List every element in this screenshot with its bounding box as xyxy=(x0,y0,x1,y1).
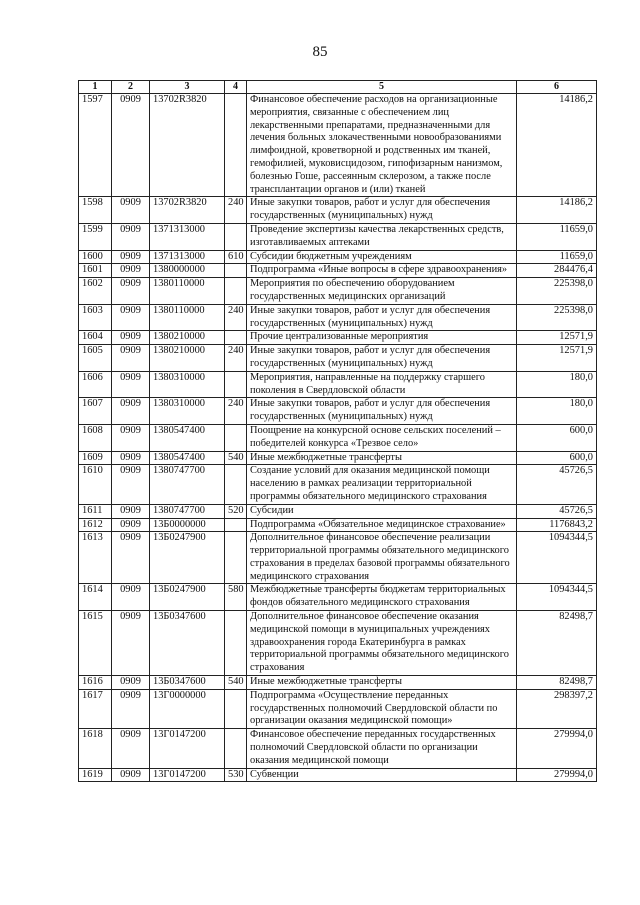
row-number: 1611 xyxy=(79,504,112,518)
amount: 1094344,5 xyxy=(517,584,597,611)
expense-type-code: 540 xyxy=(225,676,247,690)
target-article-code: 13Б0247900 xyxy=(150,584,225,611)
section-code: 0909 xyxy=(112,197,150,224)
item-name: Создание условий для оказания медицинской помощи населению в рамках реализации территориальной программы обязательного медицинского страхования xyxy=(247,465,517,504)
amount: 180,0 xyxy=(517,398,597,425)
target-article-code: 1380110000 xyxy=(150,304,225,331)
target-article-code: 13Б0000000 xyxy=(150,518,225,532)
item-name: Дополнительное финансовое обеспечение реализации территориальной программы обязательного медицинского страхования в пределах базовой программы обязательного медицинского страхования xyxy=(247,532,517,584)
expense-type-code xyxy=(225,223,247,250)
target-article-code: 1380210000 xyxy=(150,331,225,345)
item-name: Иные закупки товаров, работ и услуг для обеспечения государственных (муниципальных) нужд xyxy=(247,398,517,425)
table-row xyxy=(79,532,597,584)
expense-type-code: 240 xyxy=(225,398,247,425)
amount: 12571,9 xyxy=(517,345,597,372)
amount: 1094344,5 xyxy=(517,532,597,584)
section-code: 0909 xyxy=(112,532,150,584)
table-row xyxy=(79,689,597,728)
item-name: Поощрение на конкурсной основе сельских поселений – победителей конкурса «Трезвое село» xyxy=(247,424,517,451)
table-row xyxy=(79,331,597,345)
expense-type-code: 240 xyxy=(225,304,247,331)
amount: 45726,5 xyxy=(517,465,597,504)
row-number: 1619 xyxy=(79,768,112,782)
table-row xyxy=(79,451,597,465)
target-article-code: 13Б0247900 xyxy=(150,532,225,584)
expense-type-code xyxy=(225,371,247,398)
page-number: 85 xyxy=(312,44,328,60)
table-body xyxy=(79,94,597,782)
header-col-1: 1 xyxy=(79,81,112,94)
amount: 279994,0 xyxy=(517,768,597,782)
section-code: 0909 xyxy=(112,676,150,690)
header-col-5: 5 xyxy=(247,81,517,94)
expense-type-code xyxy=(225,518,247,532)
amount: 11659,0 xyxy=(517,250,597,264)
row-number: 1613 xyxy=(79,532,112,584)
table-row xyxy=(79,345,597,372)
table-row xyxy=(79,223,597,250)
target-article-code: 1380547400 xyxy=(150,451,225,465)
row-number: 1607 xyxy=(79,398,112,425)
item-name: Иные межбюджетные трансферты xyxy=(247,451,517,465)
expense-type-code xyxy=(225,94,247,197)
row-number: 1608 xyxy=(79,424,112,451)
amount: 600,0 xyxy=(517,451,597,465)
budget-table xyxy=(78,80,597,782)
item-name: Иные закупки товаров, работ и услуг для обеспечения государственных (муниципальных) нужд xyxy=(247,197,517,224)
row-number: 1610 xyxy=(79,465,112,504)
expense-type-code xyxy=(225,424,247,451)
expense-type-code: 520 xyxy=(225,504,247,518)
target-article-code: 1371313000 xyxy=(150,250,225,264)
target-article-code: 1380547400 xyxy=(150,424,225,451)
section-code: 0909 xyxy=(112,398,150,425)
expense-type-code xyxy=(225,465,247,504)
row-number: 1599 xyxy=(79,223,112,250)
target-article-code: 1380747700 xyxy=(150,504,225,518)
section-code: 0909 xyxy=(112,584,150,611)
table-row xyxy=(79,504,597,518)
amount: 12571,9 xyxy=(517,331,597,345)
row-number: 1597 xyxy=(79,94,112,197)
target-article-code: 13702R3820 xyxy=(150,94,225,197)
item-name: Иные закупки товаров, работ и услуг для обеспечения государственных (муниципальных) нужд xyxy=(247,304,517,331)
header-col-3: 3 xyxy=(150,81,225,94)
table-row xyxy=(79,611,597,676)
amount: 225398,0 xyxy=(517,304,597,331)
table-row xyxy=(79,584,597,611)
section-code: 0909 xyxy=(112,371,150,398)
item-name: Иные закупки товаров, работ и услуг для обеспечения государственных (муниципальных) нужд xyxy=(247,345,517,372)
item-name: Субсидии xyxy=(247,504,517,518)
table-row xyxy=(79,676,597,690)
amount: 600,0 xyxy=(517,424,597,451)
item-name: Подпрограмма «Иные вопросы в сфере здравоохранения» xyxy=(247,264,517,278)
item-name: Субвенции xyxy=(247,768,517,782)
table-row xyxy=(79,768,597,782)
table-row xyxy=(79,729,597,768)
target-article-code: 1371313000 xyxy=(150,223,225,250)
row-number: 1600 xyxy=(79,250,112,264)
section-code: 0909 xyxy=(112,223,150,250)
row-number: 1604 xyxy=(79,331,112,345)
target-article-code: 1380110000 xyxy=(150,278,225,305)
item-name: Финансовое обеспечение переданных государственных полномочий Свердловской области по организации оказания медицинской помощи xyxy=(247,729,517,768)
row-number: 1602 xyxy=(79,278,112,305)
amount: 45726,5 xyxy=(517,504,597,518)
table-row xyxy=(79,371,597,398)
section-code: 0909 xyxy=(112,424,150,451)
amount: 1176843,2 xyxy=(517,518,597,532)
target-article-code: 1380747700 xyxy=(150,465,225,504)
amount: 82498,7 xyxy=(517,676,597,690)
table-row xyxy=(79,465,597,504)
expense-type-code: 530 xyxy=(225,768,247,782)
row-number: 1614 xyxy=(79,584,112,611)
item-name: Финансовое обеспечение расходов на организационные мероприятия, связанные с обеспечением лиц лекарственными препаратами, предназначенными для лечения больных злокачественными новообразованиями лимфоидной, кроветворной и родственных им тканей, гемофилией, муковисцидозом, гипофизарным нанизмом, болезнью Гоше, рассеянным склерозом, а также после трансплантации органов и (или) тканей xyxy=(247,94,517,197)
target-article-code: 13Г0147200 xyxy=(150,768,225,782)
expense-type-code xyxy=(225,264,247,278)
item-name: Проведение экспертизы качества лекарственных средств, изготавливаемых аптеками xyxy=(247,223,517,250)
section-code: 0909 xyxy=(112,264,150,278)
target-article-code: 1380310000 xyxy=(150,371,225,398)
target-article-code: 13Г0000000 xyxy=(150,689,225,728)
table-row xyxy=(79,264,597,278)
expense-type-code xyxy=(225,611,247,676)
expense-type-code xyxy=(225,278,247,305)
section-code: 0909 xyxy=(112,94,150,197)
target-article-code: 13Г0147200 xyxy=(150,729,225,768)
amount: 225398,0 xyxy=(517,278,597,305)
amount: 298397,2 xyxy=(517,689,597,728)
amount: 279994,0 xyxy=(517,729,597,768)
section-code: 0909 xyxy=(112,768,150,782)
target-article-code: 1380310000 xyxy=(150,398,225,425)
section-code: 0909 xyxy=(112,518,150,532)
target-article-code: 1380000000 xyxy=(150,264,225,278)
amount: 14186,2 xyxy=(517,94,597,197)
expense-type-code xyxy=(225,729,247,768)
amount: 82498,7 xyxy=(517,611,597,676)
section-code: 0909 xyxy=(112,278,150,305)
row-number: 1606 xyxy=(79,371,112,398)
section-code: 0909 xyxy=(112,345,150,372)
table-row xyxy=(79,424,597,451)
expense-type-code: 580 xyxy=(225,584,247,611)
amount: 14186,2 xyxy=(517,197,597,224)
table-row xyxy=(79,398,597,425)
row-number: 1616 xyxy=(79,676,112,690)
section-code: 0909 xyxy=(112,250,150,264)
row-number: 1598 xyxy=(79,197,112,224)
item-name: Иные межбюджетные трансферты xyxy=(247,676,517,690)
row-number: 1601 xyxy=(79,264,112,278)
expense-type-code xyxy=(225,689,247,728)
item-name: Подпрограмма «Обязательное медицинское страхование» xyxy=(247,518,517,532)
section-code: 0909 xyxy=(112,611,150,676)
item-name: Межбюджетные трансферты бюджетам территориальных фондов обязательного медицинского страхования xyxy=(247,584,517,611)
table-row xyxy=(79,304,597,331)
expense-type-code xyxy=(225,331,247,345)
item-name: Мероприятия по обеспечению оборудованием государственных медицинских организаций xyxy=(247,278,517,305)
table-header-row xyxy=(79,81,597,94)
item-name: Подпрограмма «Осуществление переданных государственных полномочий Свердловской области по организации оказания медицинской помощи» xyxy=(247,689,517,728)
item-name: Прочие централизованные мероприятия xyxy=(247,331,517,345)
section-code: 0909 xyxy=(112,451,150,465)
section-code: 0909 xyxy=(112,689,150,728)
table-row xyxy=(79,518,597,532)
item-name: Мероприятия, направленные на поддержку старшего поколения в Свердловской области xyxy=(247,371,517,398)
section-code: 0909 xyxy=(112,331,150,345)
item-name: Субсидии бюджетным учреждениям xyxy=(247,250,517,264)
amount: 180,0 xyxy=(517,371,597,398)
row-number: 1612 xyxy=(79,518,112,532)
row-number: 1618 xyxy=(79,729,112,768)
row-number: 1609 xyxy=(79,451,112,465)
section-code: 0909 xyxy=(112,504,150,518)
target-article-code: 1380210000 xyxy=(150,345,225,372)
section-code: 0909 xyxy=(112,465,150,504)
row-number: 1605 xyxy=(79,345,112,372)
table-row xyxy=(79,197,597,224)
target-article-code: 13Б0347600 xyxy=(150,676,225,690)
table-row xyxy=(79,278,597,305)
amount: 11659,0 xyxy=(517,223,597,250)
section-code: 0909 xyxy=(112,729,150,768)
expense-type-code: 240 xyxy=(225,345,247,372)
section-code: 0909 xyxy=(112,304,150,331)
table-row xyxy=(79,94,597,197)
expense-type-code: 540 xyxy=(225,451,247,465)
target-article-code: 13702R3820 xyxy=(150,197,225,224)
row-number: 1615 xyxy=(79,611,112,676)
target-article-code: 13Б0347600 xyxy=(150,611,225,676)
header-col-4: 4 xyxy=(225,81,247,94)
row-number: 1603 xyxy=(79,304,112,331)
amount: 284476,4 xyxy=(517,264,597,278)
row-number: 1617 xyxy=(79,689,112,728)
header-col-2: 2 xyxy=(112,81,150,94)
expense-type-code xyxy=(225,532,247,584)
header-col-6: 6 xyxy=(517,81,597,94)
expense-type-code: 240 xyxy=(225,197,247,224)
table-row xyxy=(79,250,597,264)
item-name: Дополнительное финансовое обеспечение оказания медицинской помощи в муниципальных учреждениях здравоохранения города Екатеринбурга в рамках территориальной программы обязательного медицинского страхования xyxy=(247,611,517,676)
expense-type-code: 610 xyxy=(225,250,247,264)
